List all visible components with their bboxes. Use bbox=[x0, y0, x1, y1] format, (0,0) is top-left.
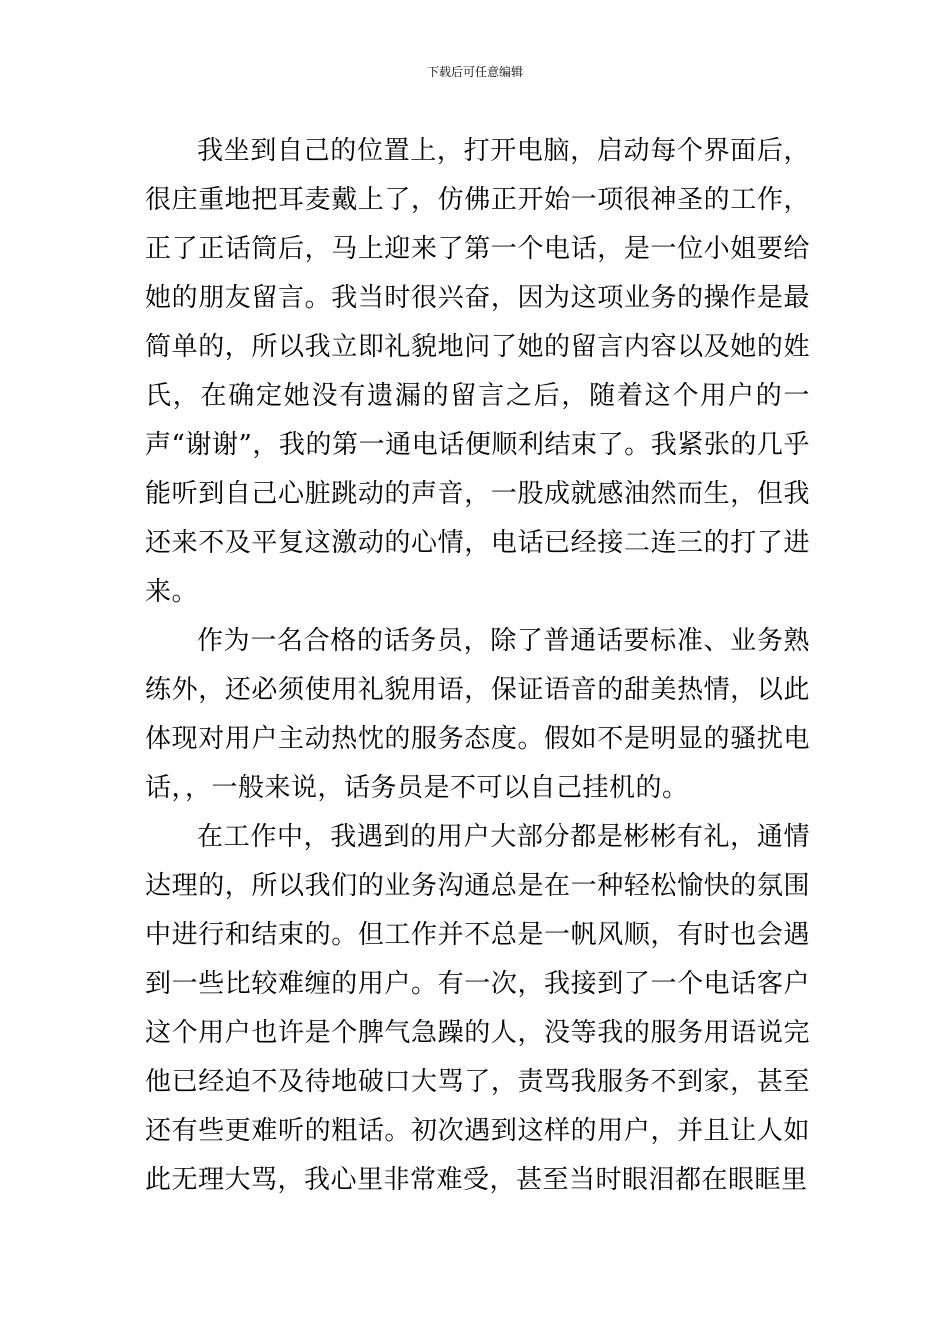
document-body bbox=[145, 127, 810, 1205]
paragraph-3: 在工作中，我遇到的用户大部分都是彬彬有礼，通情达理的，所以我们的业务沟通总是在一种轻松愉快的氛围中进行和结束的。但工作并不总是一帆风顺，有时也会遇到一些比较难缠的用户。有一次，我接到了一个电话客户这个用户也许是个脾气急躁的人，没等我的服务用语说完他已经迫不及待地破口大骂了，责骂我服务不到家，甚至还有些更难听的粗话。初次遇到这样的用户，并且让人如此无理大骂，我心里非常难受，甚至当时眼泪都在眼眶里 bbox=[145, 822, 810, 1195]
paragraph-1: 我坐到自己的位置上，打开电脑，启动每个界面后，很庄重地把耳麦戴上了，仿佛正开始一项很神圣的工作，正了正话筒后，马上迎来了第一个电话，是一位小姐要给她的朋友留言。我当时很兴奋，因为这项业务的操作是最简单的，所以我立即礼貌地问了她的留言内容以及她的姓氏，在确定她没有遗漏的留言之后，随着这个用户的一声“谢谢”，我的第一通电话便顺利结束了。我紧张的几乎能听到自己心脏跳动的声音，一股成就感油然而生，但我还来不及平复这激动的心情，电话已经接二连三的打了进来。 bbox=[145, 136, 810, 607]
paragraph-2: 作为一名合格的话务员，除了普通话要标准、业务熟练外，还必须使用礼貌用语，保证语音的甜美热情，以此体现对用户主动热忱的服务态度。假如不是明显的骚扰电话，，一般来说，话务员是不可以自己挂机的。 bbox=[145, 626, 810, 803]
page-header: 下载后可任意编辑 bbox=[426, 65, 523, 79]
